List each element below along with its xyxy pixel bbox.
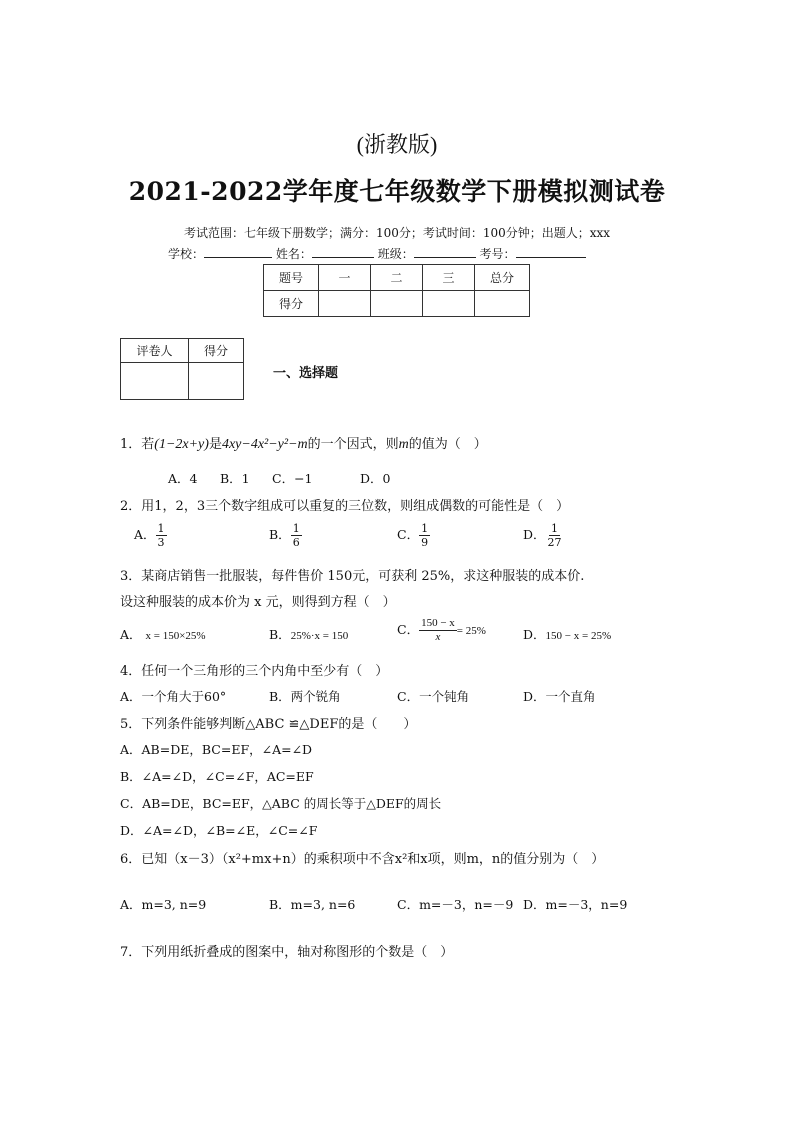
option-letter: C．	[397, 527, 420, 542]
fraction	[291, 522, 302, 549]
option-formula: 150 − x = 25%	[545, 630, 612, 642]
question-4: 4．任何一个三角形的三个内角中至少有（ ）	[120, 664, 389, 679]
option-formula: 25%·x = 150	[290, 630, 349, 642]
q1-end: 的值为（ ）	[408, 437, 487, 452]
q1-options	[168, 469, 390, 487]
grader-header-cell: 评卷人	[121, 339, 189, 363]
class-label: 班级：	[377, 247, 414, 261]
question-7: 7．下列用纸折叠成的图案中，轴对称图形的个数是（ ）	[120, 945, 454, 960]
class-blank[interactable]	[414, 245, 476, 258]
q5-option-c[interactable]: C．AB=DE，BC=EF，△ABC 的周长等于△DEF的周长	[120, 796, 442, 811]
option-letter: D．	[523, 527, 546, 542]
grader-table	[120, 338, 244, 400]
score-header-cell: 题号	[264, 265, 319, 291]
q1-option-a[interactable]: A．4	[168, 471, 198, 486]
q3-option-d[interactable]	[523, 625, 611, 643]
q6-option-b[interactable]: B．m=3, n=6	[269, 897, 356, 912]
q6-option-c[interactable]: C．m=－3，n=－9	[397, 897, 514, 912]
name-blank[interactable]	[312, 245, 374, 258]
option-letter: B．	[269, 627, 291, 642]
question-5: 5．下列条件能够判断△ABC ≌△DEF的是（ ）	[120, 717, 417, 732]
q2-option-b[interactable]	[269, 522, 302, 549]
grader-score-cell[interactable]	[189, 363, 244, 400]
denominator: 27	[547, 536, 562, 549]
question-1	[120, 433, 487, 453]
q5-option-b[interactable]: B．∠A=∠D，∠C=∠F，AC=EF	[120, 769, 314, 784]
q6-option-a[interactable]: A．m=3, n=9	[120, 897, 207, 912]
numerator: 1	[551, 522, 559, 535]
q1-variable: m	[398, 437, 409, 452]
fraction	[156, 522, 167, 549]
q4-option-d[interactable]: D．一个直角	[523, 689, 596, 704]
q5-option-a[interactable]: A．AB=DE，BC=EF，∠A=∠D	[120, 742, 313, 757]
question-3-line-1: 3．某商店销售一批服装，每件售价 150元，可获利 25%，求这种服装的成本价.	[120, 569, 585, 584]
exam-info: 考试范围：七年级下册数学；满分：100分；考试时间：100分钟；出题人；xxx	[183, 226, 611, 240]
q2-option-c[interactable]	[397, 522, 430, 549]
q1-option-d[interactable]: D．0	[360, 471, 391, 486]
option-letter: A．	[120, 627, 142, 642]
q2-option-d[interactable]	[523, 522, 564, 549]
q4-option-c[interactable]: C．一个钝角	[397, 689, 470, 704]
option-letter: C．	[397, 622, 420, 637]
q1-prefix: 1．若	[120, 437, 155, 452]
q1-expression: 4xy−4x²−y²−m	[221, 437, 308, 452]
denominator: 9	[421, 536, 429, 549]
q1-option-b[interactable]: B．1	[220, 471, 250, 486]
q3-option-a[interactable]	[120, 625, 206, 643]
option-letter: A．	[134, 527, 156, 542]
q3-option-c[interactable]	[397, 617, 486, 644]
score-header-cell: 三	[423, 265, 475, 291]
denominator: x	[435, 631, 441, 643]
name-label: 姓名：	[275, 247, 312, 261]
question-3-line-2: 设这种服装的成本价为 x 元，则得到方程（ ）	[120, 595, 396, 610]
score-header-cell: 二	[371, 265, 423, 291]
score-table-score-row	[264, 291, 530, 317]
score-header-cell: 一	[319, 265, 371, 291]
exam-title: 2021-2022学年度七年级数学下册模拟测试卷	[128, 177, 666, 206]
fraction	[419, 522, 430, 549]
score-cell[interactable]	[423, 291, 475, 317]
school-label: 学校：	[168, 247, 205, 261]
numerator: 1	[421, 522, 429, 535]
edition-label: (浙教版)	[356, 132, 438, 157]
grader-header-cell: 得分	[189, 339, 244, 363]
q1-mid: 是	[208, 437, 222, 452]
numerator: 150 − x	[421, 617, 455, 629]
q3-option-b[interactable]	[269, 625, 348, 643]
fraction	[546, 522, 564, 549]
option-letter: D．	[523, 627, 546, 642]
score-header-cell: 总分	[475, 265, 530, 291]
exam-number-label: 考号：	[479, 247, 516, 261]
score-table-header-row	[264, 265, 530, 291]
q1-factor: (1−2x+y)	[154, 437, 209, 452]
school-blank[interactable]	[204, 245, 272, 258]
section-title: 一、选择题	[273, 366, 339, 381]
fraction	[419, 617, 457, 644]
q1-suffix: 的一个因式，则	[307, 437, 399, 452]
grader-cell[interactable]	[121, 363, 189, 400]
score-row-label: 得分	[264, 291, 319, 317]
q1-option-c[interactable]: C．−1	[272, 471, 313, 486]
numerator: 1	[157, 522, 165, 535]
score-cell[interactable]	[475, 291, 530, 317]
option-formula: x = 150×25%	[145, 630, 206, 642]
option-letter: B．	[269, 527, 291, 542]
q2-option-a[interactable]	[134, 522, 167, 549]
denominator: 3	[157, 536, 165, 549]
q4-option-a[interactable]: A．一个角大于60°	[120, 689, 227, 704]
option-formula: = 25%	[456, 625, 486, 637]
exam-number-blank[interactable]	[516, 245, 586, 258]
numerator: 1	[292, 522, 300, 535]
question-2: 2．用1，2，3三个数字组成可以重复的三位数，则组成偶数的可能性是（ ）	[120, 499, 570, 514]
score-table	[263, 264, 530, 317]
student-fields	[168, 245, 586, 262]
q4-option-b[interactable]: B．两个锐角	[269, 689, 341, 704]
denominator: 6	[292, 536, 300, 549]
q6-option-d[interactable]: D．m=－3，n=9	[523, 897, 628, 912]
score-cell[interactable]	[371, 291, 423, 317]
score-cell[interactable]	[319, 291, 371, 317]
q5-option-d[interactable]: D．∠A=∠D，∠B=∠E，∠C=∠F	[120, 823, 318, 838]
question-6: 6．已知（x－3）（x²+mx+n）的乘积项中不含x²和x项，则m，n的值分别为（ ）	[120, 852, 605, 867]
